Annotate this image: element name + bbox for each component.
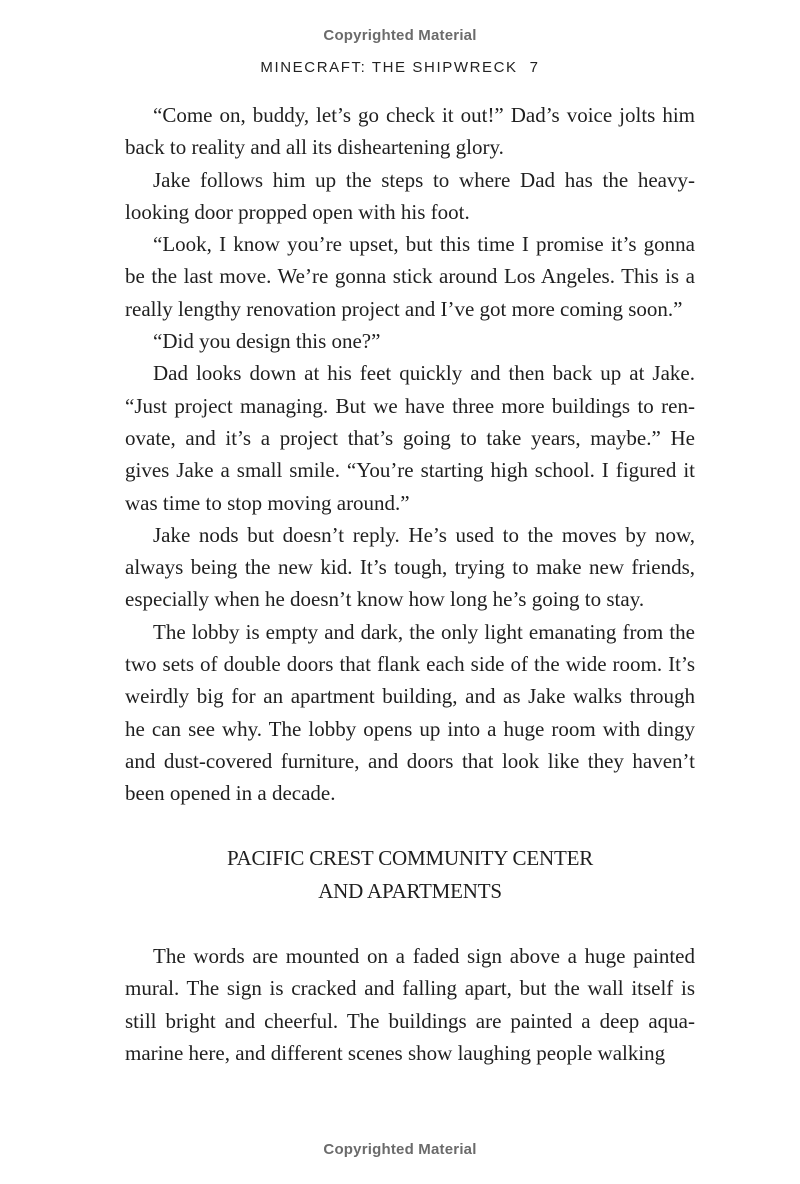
paragraph: The lobby is empty and dark, the only light emanating from the two sets of double doors that flank each side of the wide room. It’s weirdly big for an apartment building, and as Jake walks through he can see why. The lobby opens up into a huge room with dingy and dust-covered furniture, and doors that look like they haven’t been opened in a decade. (125, 619, 695, 806)
paragraph: Jake follows him up the steps to where Dad has the heavy-looking door propped open with his foot. (125, 167, 695, 224)
sign-line-1: PACIFIC CREST COMMUNITY CENTER (226, 846, 594, 870)
paragraph: “Come on, buddy, let’s go check it out!” Dad’s voice jolts him back to reality and all its disheartening glory. (125, 103, 695, 160)
paragraph: The words are mounted on a faded sign above a huge painted mural. The sign is cracked and falling apart, but the wall itself is still bright and cheerful. The buildings are painted a deep aquamarine here, and different scenes show laughing people walking (125, 944, 695, 1065)
sign-heading (125, 842, 695, 907)
paragraph: “Look, I know you’re upset, but this time I promise it’s gonna be the last move. We’re gonna stick around Los Angeles. This is a really lengthy renovation project and I’ve got more coming soon.” (125, 232, 695, 321)
sign-line-2: AND APARTMENTS (318, 878, 502, 903)
copyright-watermark-top: Copyrighted Material (323, 27, 477, 44)
page-number: 7 (529, 59, 540, 76)
running-head (0, 59, 800, 76)
copyright-watermark-bottom: Copyrighted Material (323, 1141, 477, 1158)
paragraph: Jake nods but doesn’t reply. He’s used to the moves by now, always being the new kid. It’s tough, trying to make new friends, especially when he doesn’t know how long he’s going to stay. (125, 522, 695, 612)
paragraph: “Did you design this one?” (153, 329, 381, 354)
body-text (125, 99, 695, 810)
paragraph: Dad looks down at his feet quickly and then back up at Jake. “Just project managing. But we have three more buildings to renovate, and it’s a project that’s going to take years, maybe.” He gives Jake a small smile. “You’re starting high school. I figured it was time to stop moving around.” (125, 361, 695, 515)
book-title: MINECRAFT: THE SHIPWRECK (260, 59, 518, 76)
body-text-continued (125, 940, 695, 1069)
